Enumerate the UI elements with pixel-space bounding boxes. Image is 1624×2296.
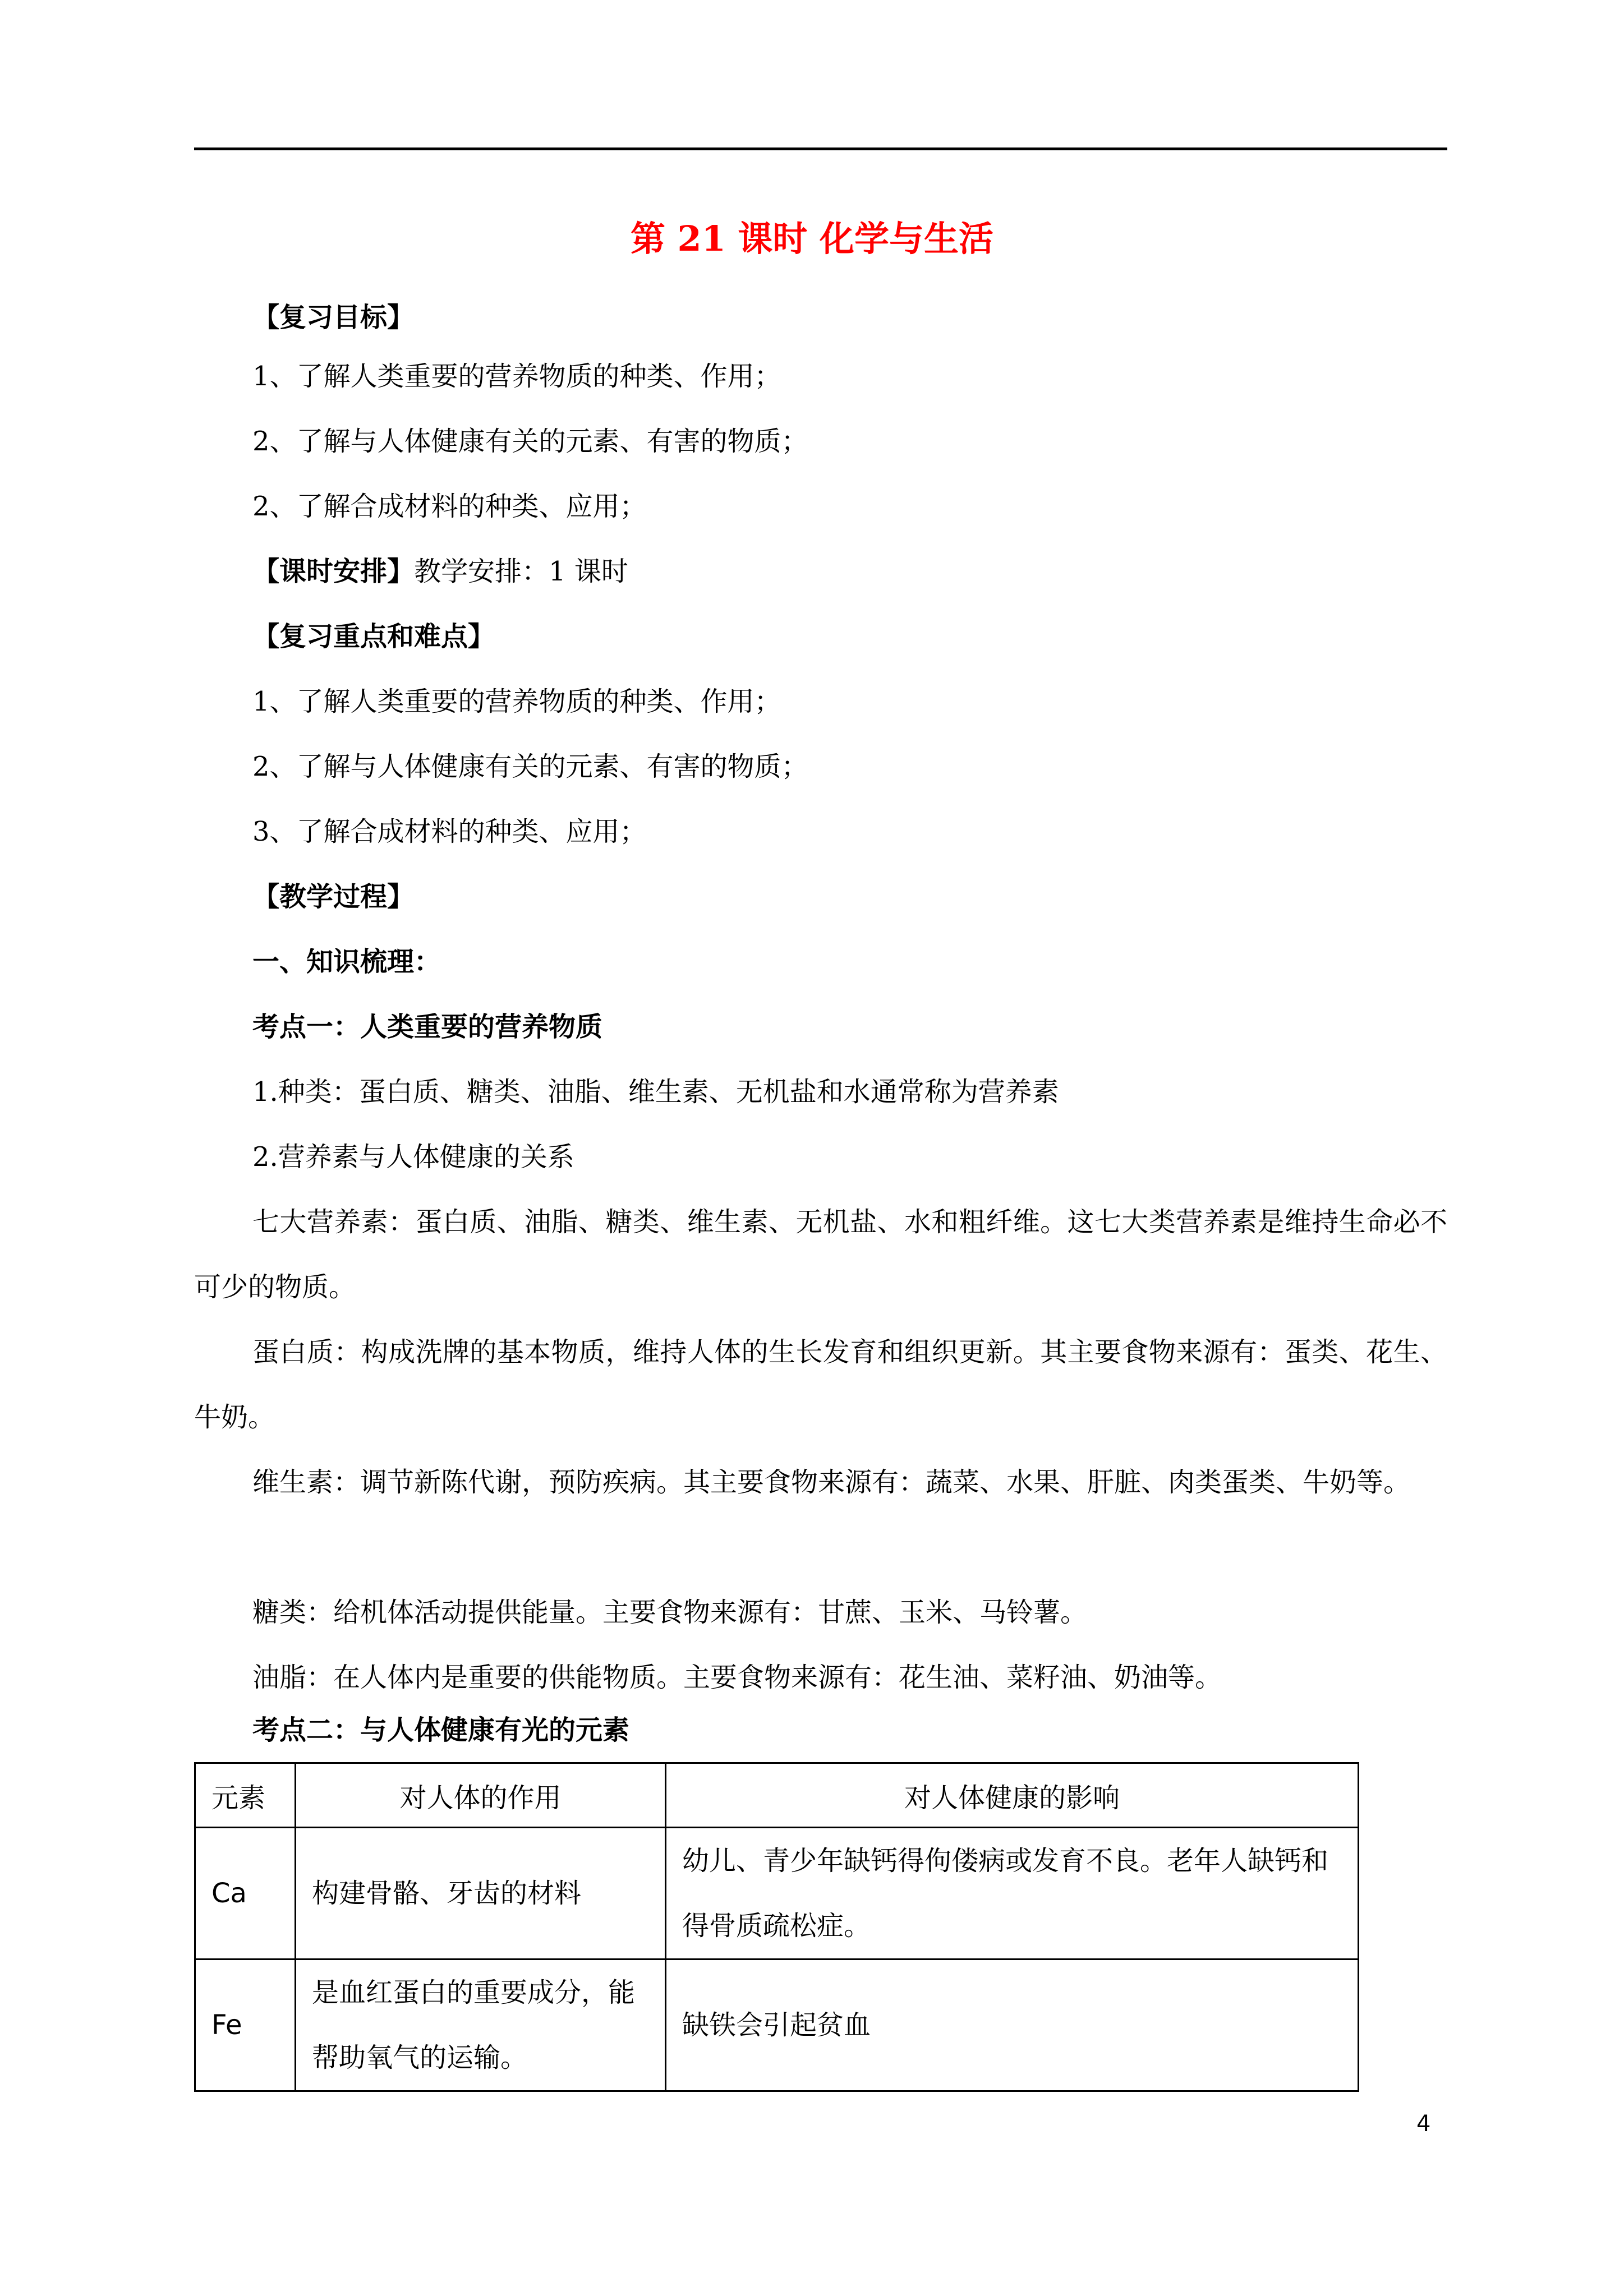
cell-element: Ca [195,1828,296,1960]
paragraph-seven-nutrients: 七大营养素：蛋白质、油脂、糖类、维生素、无机盐、水和粗纤维。这七大类营养素是维持生命必不可少的物质。 [194,1206,1447,1303]
section-knowledge-review: 一、知识梳理： [252,946,441,978]
review-goal-item-1: 1、了解人类重要的营养物质的种类、作用； [252,361,781,392]
schedule-heading: 【课时安排】 [252,556,415,587]
process-heading: 【教学过程】 [252,881,415,912]
review-goal-item-2: 2、了解与人体健康有关的元素、有害的物质； [252,426,808,457]
key-point-item-3: 3、了解合成材料的种类、应用； [252,816,647,847]
review-goals-heading: 【复习目标】 [252,302,415,333]
schedule-text: 教学安排：1 课时 [414,556,628,587]
key-point-item-2: 2、了解与人体健康有关的元素、有害的物质； [252,751,808,782]
paragraph-sugar: 糖类：给机体活动提供能量。主要食物来源有：甘蔗、玉米、马铃薯。 [252,1597,1088,1628]
header-effect: 对人体健康的影响 [666,1763,1359,1828]
paragraph-protein: 蛋白质：构成洗牌的基本物质，维持人体的生长发育和组织更新。其主要食物来源有：蛋类、花生、牛奶。 [194,1336,1447,1433]
table-row [195,1960,1359,2091]
header-role: 对人体的作用 [296,1763,666,1828]
page-number: 4 [1416,2111,1431,2137]
nutrient-types-line: 1.种类：蛋白质、糖类、油脂、维生素、无机盐和水通常称为营养素 [252,1076,1059,1108]
nutrient-health-line: 2.营养素与人体健康的关系 [252,1141,574,1173]
kaodian-1-heading: 考点一：人类重要的营养物质 [252,1011,603,1043]
header-element: 元素 [195,1763,296,1828]
elements-table [194,1762,1359,2092]
cell-element: Fe [195,1960,296,2091]
cell-effect: 缺铁会引起贫血 [666,1960,1359,2091]
kaodian-2-heading: 考点二：与人体健康有光的元素 [252,1714,630,1746]
cell-role: 构建骨骼、牙齿的材料 [296,1828,666,1960]
paragraph-vitamin: 维生素：调节新陈代谢，预防疾病。其主要食物来源有：蔬菜、水果、肝脏、肉类蛋类、牛奶等。 [252,1467,1411,1498]
schedule-line [252,552,628,591]
key-points-heading: 【复习重点和难点】 [252,621,495,652]
elements-table-wrap [194,1762,1359,2092]
key-point-item-1: 1、了解人类重要的营养物质的种类、作用； [252,686,781,717]
cell-role: 是血红蛋白的重要成分，能帮助氧气的运输。 [296,1960,666,2091]
review-goal-item-3: 2、了解合成材料的种类、应用； [252,491,647,522]
paragraph-fat: 油脂：在人体内是重要的供能物质。主要食物来源有：花生油、菜籽油、奶油等。 [252,1662,1222,1693]
cell-effect: 幼儿、青少年缺钙得佝偻病或发育不良。老年人缺钙和得骨质疏松症。 [666,1828,1359,1960]
header-rule [194,147,1447,150]
table-row [195,1828,1359,1960]
table-header-row [195,1763,1359,1828]
page-title: 第 21 课时 化学与生活 [630,218,994,259]
